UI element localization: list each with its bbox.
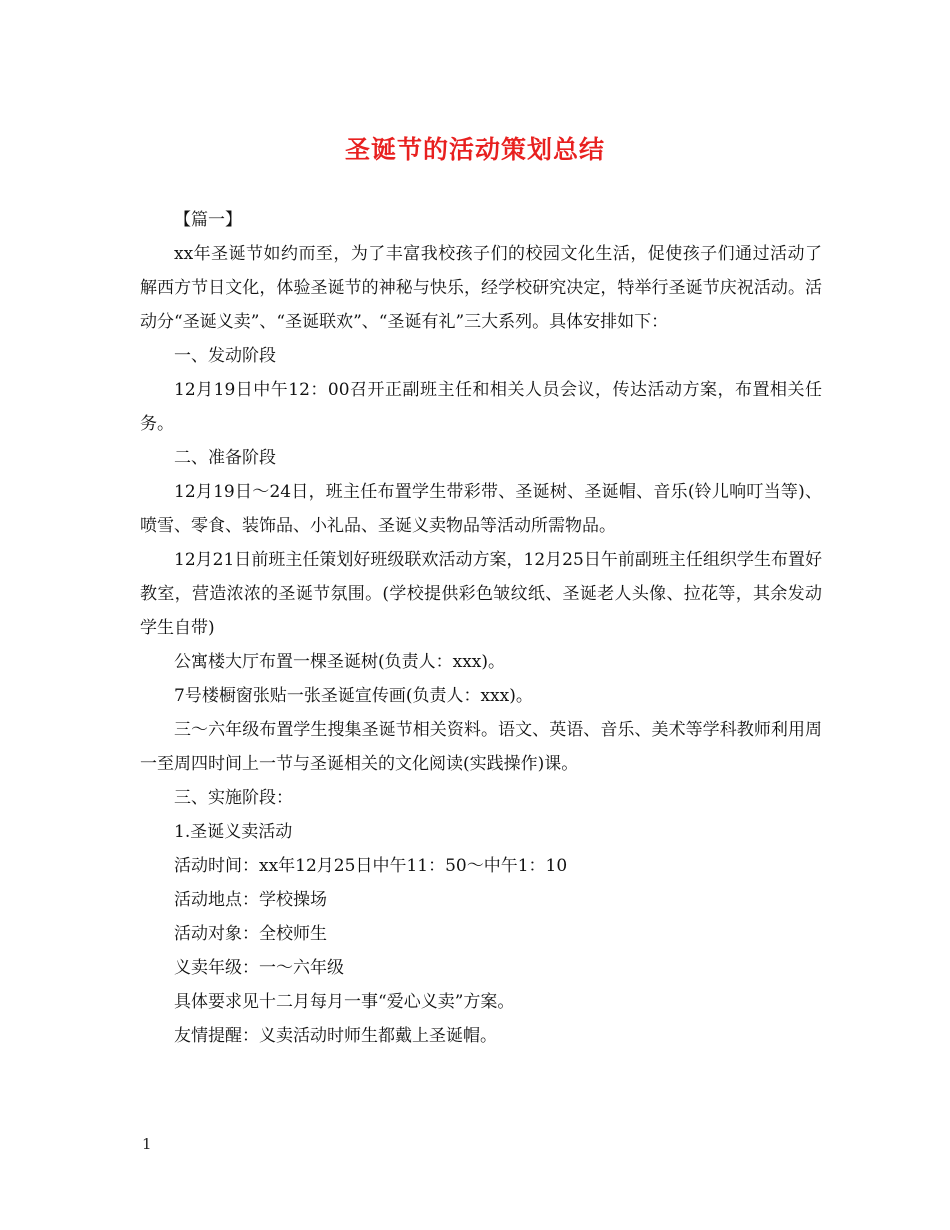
mobilization-paragraph: 12月19日中午12：00召开正副班主任和相关人员会议，传达活动方案，布置相关任务。: [140, 380, 822, 434]
preparation-paragraph-3: 公寓楼大厅布置一棵圣诞树(负责人：xxx)。: [174, 652, 506, 672]
sale-grades: 义卖年级：一～六年级: [174, 958, 344, 978]
document-title: 圣诞节的活动策划总结: [344, 135, 605, 164]
specific-requirements: 具体要求见十二月每月一事“爱心义卖”方案。: [174, 992, 515, 1012]
heading-preparation-stage: 二、准备阶段: [174, 448, 276, 468]
charity-sale-heading: 1.圣诞义卖活动: [174, 822, 293, 842]
preparation-paragraph-2: 12月21日前班主任策划好班级联欢活动方案，12月25日午前副班主任组织学生布置好教室，营造浓浓的圣诞节氛围。(学校提供彩色皱纹纸、圣诞老人头像、拉花等，其余发动学生自带): [140, 550, 822, 638]
preparation-paragraph-4: 7号楼橱窗张贴一张圣诞宣传画(负责人：xxx)。: [174, 686, 533, 706]
intro-paragraph: xx年圣诞节如约而至，为了丰富我校孩子们的校园文化生活，促使孩子们通过活动了解西方节日文化，体验圣诞节的神秘与快乐，经学校研究决定，特举行圣诞节庆祝活动。活动分“圣诞义卖”、“圣诞联欢”、“圣诞有礼”三大系列。具体安排如下：: [140, 244, 822, 332]
heading-mobilization-stage: 一、发动阶段: [174, 346, 276, 366]
document-body: [140, 203, 822, 1053]
preparation-paragraph-1: 12月19日～24日，班主任布置学生带彩带、圣诞树、圣诞帽、音乐(铃儿响叮当等)、喷雪、零食、装饰品、小礼品、圣诞义卖物品等活动所需物品。: [140, 482, 822, 536]
page-number: 1: [142, 1135, 152, 1153]
activity-time: 活动时间：xx年12月25日中午11：50～中午1：10: [174, 856, 568, 876]
section-label: 【篇一】: [174, 210, 242, 230]
activity-location: 活动地点：学校操场: [174, 890, 327, 910]
preparation-paragraph-5: 三～六年级布置学生搜集圣诞节相关资料。语文、英语、音乐、美术等学科教师利用周一至周四时间上一节与圣诞相关的文化阅读(实践操作)课。: [140, 720, 822, 774]
activity-participants: 活动对象：全校师生: [174, 924, 327, 944]
friendly-reminder: 友情提醒：义卖活动时师生都戴上圣诞帽。: [174, 1026, 497, 1046]
heading-implementation-stage: 三、实施阶段：: [174, 788, 293, 808]
